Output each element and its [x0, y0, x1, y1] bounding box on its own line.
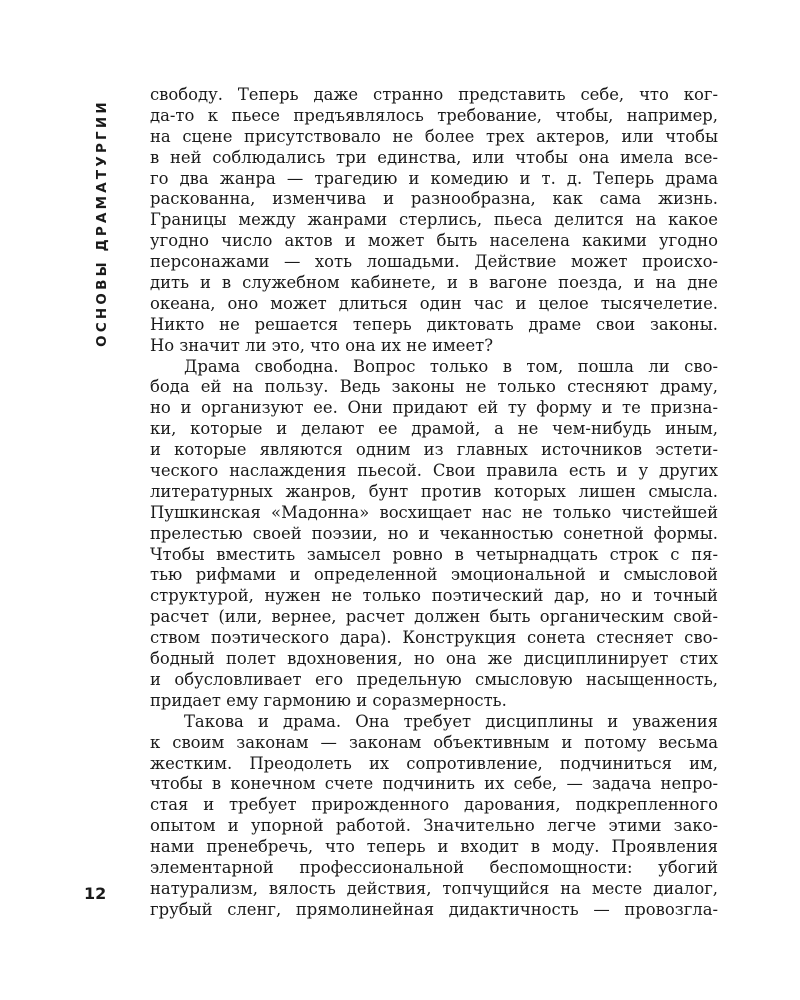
text-line: на сцене присутствовало не более трех актеров, или чтобы [150, 126, 718, 146]
text-line: Но значит ли это, что она их не имеет? [150, 335, 494, 355]
text-line: ством поэтического дара). Конструкция сонета стесняет сво- [150, 628, 718, 648]
text-line: тью рифмами и определенной эмоциональной и смысловой [150, 565, 718, 585]
text-line: бодный полет вдохновения, но она же дисциплинирует стих [150, 649, 718, 669]
text-line: натурализм, вялость действия, топчущийся на месте диалог, [150, 878, 718, 898]
text-line: к своим законам — законам объективным и потому весьма [150, 732, 718, 752]
text-line: дить и в служебном кабинете, и в вагоне поезда, и на дне [150, 273, 718, 293]
running-head [80, 88, 124, 358]
text-line: расчет (или, вернее, расчет должен быть органическим свой- [150, 607, 718, 627]
text-line: Пушкинская «Мадонна» восхищает нас не только чистейшей [150, 502, 718, 522]
text-line: угодно число актов и может быть населена какими угодно [150, 231, 718, 251]
text-line: Чтобы вместить замысел ровно в четырнадцать строк с пя- [150, 544, 718, 564]
text-line: в ней соблюдались три единства, или чтобы она имела все- [150, 147, 718, 167]
running-head-text: ОСНОВЫ ДРАМАТУРГИИ [94, 99, 110, 347]
text-line: персонажами — хоть лошадьми. Действие может происхо- [150, 252, 718, 272]
text-line: и которые являются одним из главных источников эстети- [150, 440, 718, 460]
text-line: но и организуют ее. Они придают ей ту форму и те призна- [150, 398, 718, 418]
page-number: 12 [84, 884, 107, 903]
text-line: чтобы в конечном счете подчинить их себе, — задача непро- [150, 774, 718, 794]
text-line: да-то к пьесе предъявлялось требование, чтобы, например, [150, 105, 718, 125]
text-line: опытом и упорной работой. Значительно легче этими зако- [150, 816, 718, 836]
text-line: бода ей на пользу. Ведь законы не только стесняют драму, [150, 377, 718, 397]
text-line: го два жанра — трагедию и комедию и т. д. Теперь драма [150, 168, 718, 188]
text-line: Такова и драма. Она требует дисциплины и уважения [184, 711, 718, 731]
text-line: жестким. Преодолеть их сопротивление, подчиниться им, [150, 753, 718, 773]
text-line: океана, оно может длиться один час и целое тысячелетие. [150, 293, 718, 313]
text-line: структурой, нужен не только поэтический дар, но и точный [150, 586, 718, 606]
text-line: и обусловливает его предельную смысловую насыщенность, [150, 669, 718, 689]
text-line: Границы между жанрами стерлись, пьеса делится на какое [150, 210, 718, 230]
text-line: ческого наслаждения пьесой. Свои правила есть и у других [150, 461, 718, 481]
text-line: грубый сленг, прямолинейная дидактичность — провозгла- [150, 899, 718, 919]
text-line: Никто не решается теперь диктовать драме свои законы. [150, 314, 718, 334]
text-line: стая и требует прирожденного дарования, подкрепленного [150, 795, 718, 815]
body-text [150, 85, 718, 921]
text-line: ки, которые и делают ее драмой, а не чем-нибудь иным, [150, 419, 718, 439]
text-line: прелестью своей поэзии, но и чеканностью сонетной формы. [150, 523, 718, 543]
text-line: раскованна, изменчива и разнообразна, как сама жизнь. [150, 189, 718, 209]
text-line: нами пренебречь, что теперь и входит в моду. Проявления [150, 837, 718, 857]
text-line: литературных жанров, бунт против которых лишен смысла. [150, 481, 718, 501]
text-line: элементарной профессиональной беспомощности: убогий [150, 857, 718, 877]
text-line: придает ему гармонию и соразмерность. [150, 690, 507, 710]
text-line: Драма свободна. Вопрос только в том, пошла ли сво- [184, 356, 718, 376]
text-line: свободу. Теперь даже странно представить себе, что ког- [150, 85, 718, 104]
